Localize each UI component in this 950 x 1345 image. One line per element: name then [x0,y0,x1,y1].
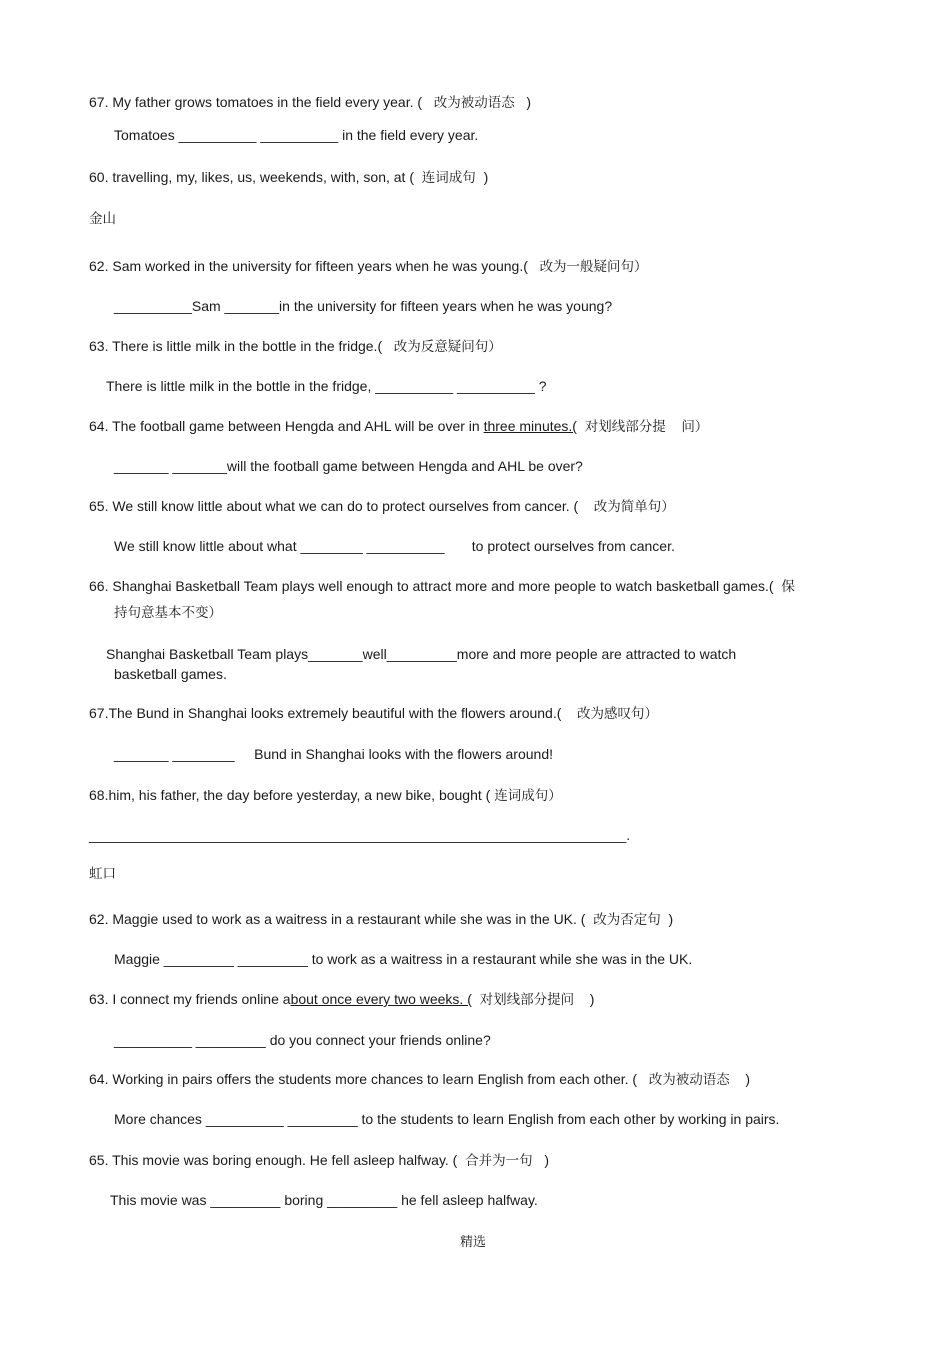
instruction-tag: 对划线部分提问 [479,992,575,1008]
instruction-tag: 对划线部分提 [584,419,666,435]
instruction-tag: 改为感叹句） [576,706,658,722]
question-text: 64. The football game between Hengda and AHL will be over in [89,418,484,434]
instruction-tag: 合并为一句 [465,1153,533,1169]
question-67-passive [89,93,531,112]
instruction-tag: 连词成句） [494,788,562,804]
hongkou-answer-63: __________ _________ do you connect your friends online? [114,1032,491,1048]
answer-line-63: There is little milk in the bottle in the fridge, __________ __________ ? [106,378,547,394]
question-66 [89,577,795,596]
answer-text: Bund in Shanghai looks with the flowers around! [254,746,553,762]
question-text: 62. Maggie used to work as a waitress in a restaurant while she was in the UK. ( [89,911,586,927]
hongkou-answer-64: More chances __________ _________ to the students to learn English from each other by working in pairs. [114,1111,780,1127]
hongkou-question-63 [89,990,594,1009]
hongkou-question-62 [89,910,673,929]
question-62 [89,257,648,276]
question-text: 64. Working in pairs offers the students more chances to learn English from each other. ( [89,1071,638,1087]
question-text: 67. My father grows tomatoes in the field every year. ( [89,94,423,110]
section-heading-hongkou: 虹口 [89,866,116,882]
answer-line-65 [114,537,675,555]
hongkou-question-64 [89,1070,750,1089]
instruction-tag: 改为被动语态 [648,1072,730,1088]
paren-close: ) [589,991,595,1007]
answer-line-66-cont: basketball games. [114,666,227,682]
underlined-part: bout once every two weeks. ( [290,991,472,1007]
question-64 [89,417,708,436]
question-65 [89,497,675,516]
instruction-tag: 改为反意疑问句） [393,339,502,355]
page-footer: 精选 [460,1235,487,1250]
section-heading-jinshan: 金山 [89,211,116,227]
question-66-tag-continued: 持句意基本不变） [114,605,222,621]
instruction-tag: 改为简单句） [593,499,675,515]
question-68 [89,786,562,805]
answer-text-end: to protect ourselves from cancer. [471,538,675,554]
paren-close: ) [483,169,489,185]
paren-close: ) [526,94,532,110]
question-text: 62. Sam worked in the university for fifteen years when he was young.( [89,258,528,274]
question-text: 66. Shanghai Basketball Team plays well enough to attract more and more people to watch basketball games.( [89,578,774,594]
answer-line-67: Tomatoes __________ __________ in the field every year. [114,127,479,143]
instruction-tag: 改为被动语态 [433,95,515,111]
question-text: 68.him, his father, the day before yesterday, a new bike, bought ( [89,787,491,803]
answer-text: We still know little about what ________ __________ [114,538,445,554]
paren-close: ) [544,1152,549,1168]
paren-close: ) [668,911,674,927]
answer-line-66: Shanghai Basketball Team plays_______well_________more and more people are attracted to watch [106,646,737,662]
instruction-tag: 连词成句 [421,170,476,186]
answer-line-62: __________Sam _______in the university for fifteen years when he was young? [114,298,613,314]
question-60 [89,168,488,187]
instruction-tag-end: 问） [681,419,709,435]
instruction-tag: 改为否定句 [593,912,661,928]
paren-close: ) [745,1071,751,1087]
question-text: 60. travelling, my, likes, us, weekends, with, son, at ( [89,169,414,185]
answer-line-67b [114,745,553,763]
underlined-part: three minutes.( [483,418,577,434]
instruction-tag: 保 [781,579,795,595]
question-text: 65. We still know little about what we can do to protect ourselves from cancer. ( [89,498,579,514]
answer-line-64: _______ _______will the football game between Hengda and AHL be over? [114,458,583,474]
hongkou-answer-62: Maggie _________ _________ to work as a waitress in a restaurant while she was in the UK. [114,951,693,967]
hongkou-question-65 [89,1151,549,1170]
question-text: 67.The Bund in Shanghai looks extremely beautiful with the flowers around.( [89,705,562,721]
instruction-tag: 改为一般疑问句） [539,259,648,275]
question-63 [89,337,502,356]
question-text: 63. I connect my friends online a [89,991,291,1007]
question-67-exclamation [89,704,658,723]
question-text: 65. This movie was boring enough. He fell asleep halfway. ( [89,1152,458,1168]
question-text: 63. There is little milk in the bottle in the fridge.( [89,338,383,354]
hongkou-answer-65: This movie was _________ boring _________ he fell asleep halfway. [110,1192,538,1208]
answer-blanks: _______ ________ [114,746,235,762]
answer-line-68: _____________________________________________________________________. [89,827,631,843]
